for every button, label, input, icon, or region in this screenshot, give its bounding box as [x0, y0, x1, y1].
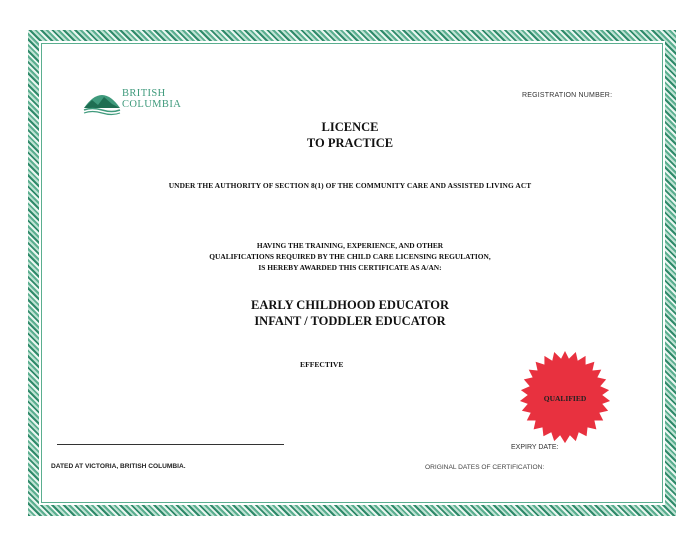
logo-line-1: BRITISH	[122, 88, 166, 99]
qualification-line: IS HEREBY AWARDED THIS CERTIFICATE AS A/AN:	[258, 263, 442, 272]
redacted-area	[100, 378, 280, 442]
dated-at-label: DATED AT VICTORIA, BRITISH COLUMBIA.	[51, 463, 186, 470]
seal-label: QUALIFIED	[543, 394, 587, 403]
original-dates-label: ORIGINAL DATES OF CERTIFICATION:	[425, 464, 545, 471]
educator-type-1: EARLY CHILDHOOD EDUCATOR	[251, 298, 449, 312]
bc-logo-icon	[82, 86, 122, 116]
logo-line-2: COLUMBIA	[122, 99, 182, 110]
educator-type-2: INFANT / TODDLER EDUCATOR	[254, 314, 446, 328]
registration-number-label: REGISTRATION NUMBER:	[522, 92, 613, 99]
title-line-2: TO PRACTICE	[306, 136, 394, 150]
bc-logo-text	[122, 88, 181, 110]
expiry-date-label: EXPIRY DATE:	[511, 444, 559, 451]
signature-line	[57, 444, 284, 445]
qualification-statement	[150, 240, 550, 273]
bc-logo	[82, 86, 192, 116]
effective-label: EFFECTIVE	[300, 360, 344, 369]
title-line-1: LICENCE	[321, 120, 379, 134]
authority-statement: UNDER THE AUTHORITY OF SECTION 8(1) OF THE COMMUNITY CARE AND ASSISTED LIVING ACT	[168, 181, 532, 190]
qualification-line: HAVING THE TRAINING, EXPERIENCE, AND OTHER	[256, 241, 444, 250]
qualification-line: QUALIFICATIONS REQUIRED BY THE CHILD CARE LICENSING REGULATION,	[209, 252, 491, 261]
